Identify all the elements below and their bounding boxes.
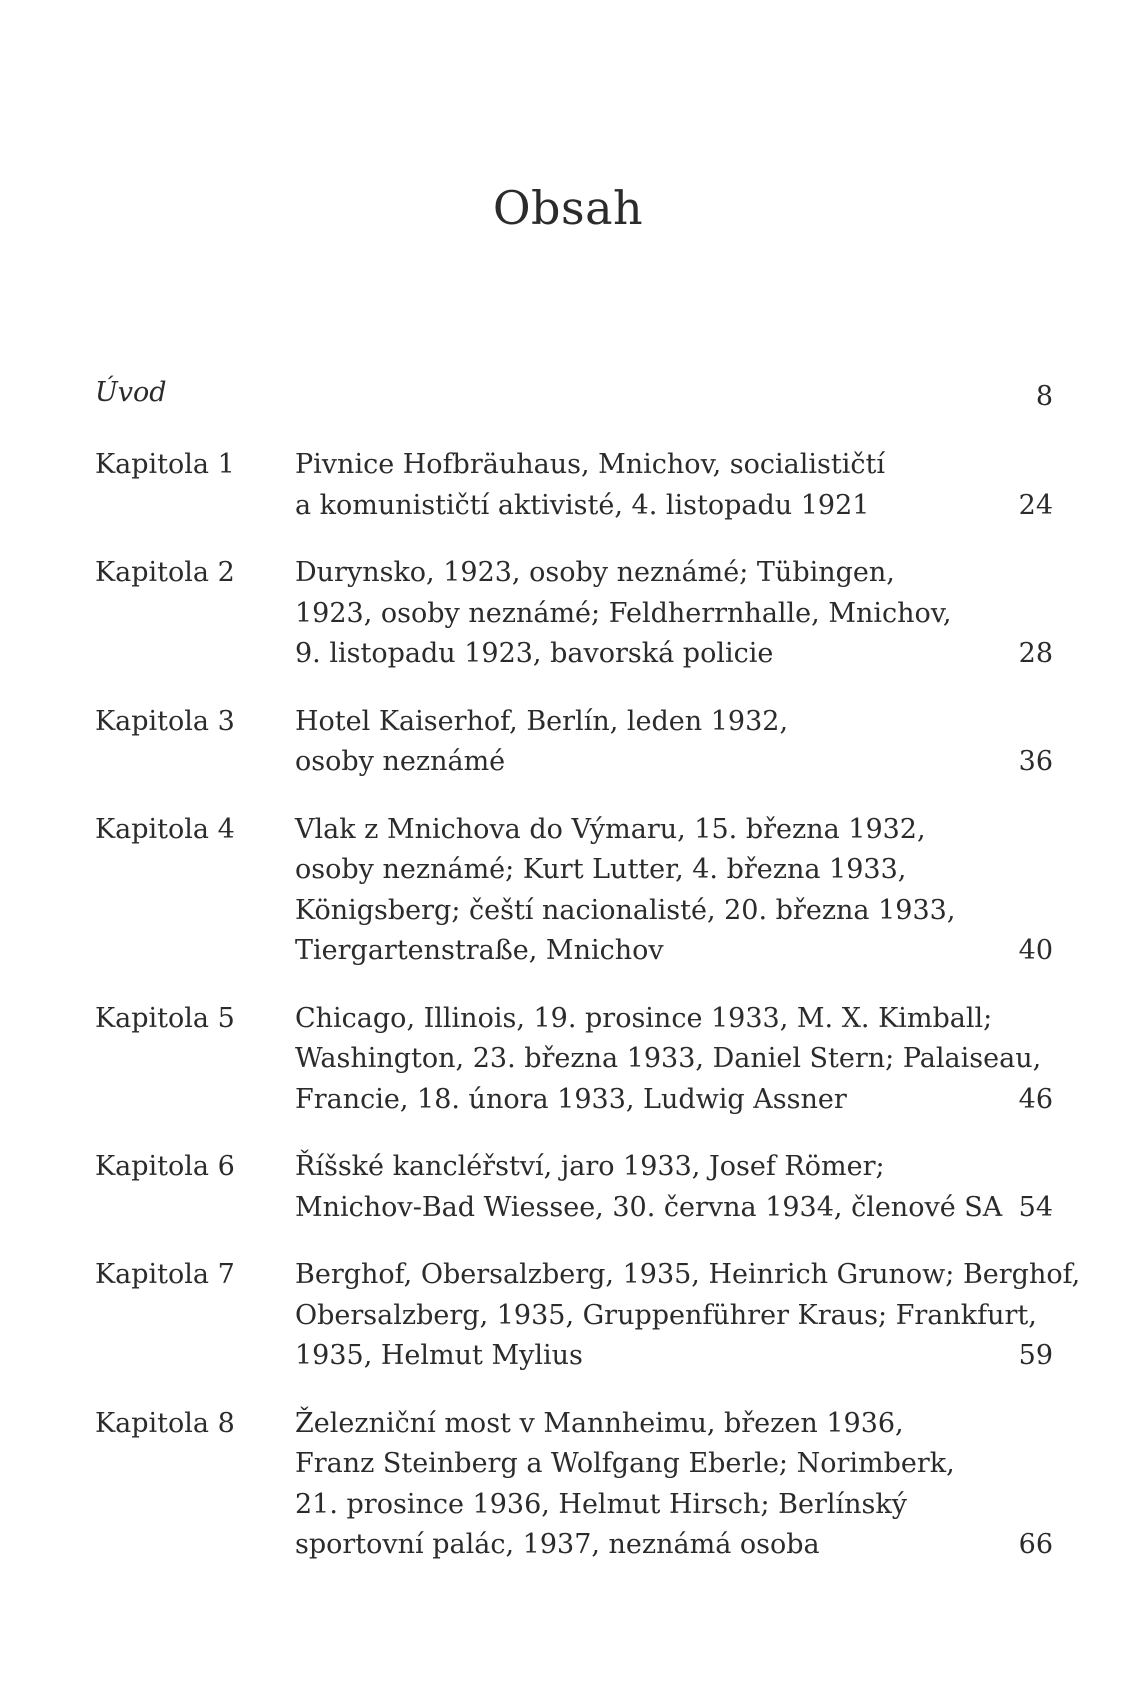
toc-intro-row [95, 372, 1055, 414]
description-line: Berghof, Obersalzberg, 1935, Heinrich Grunow; Berghof, [295, 1259, 1081, 1290]
description-line: Tiergartenstraße, Mnichov [295, 935, 664, 966]
description-line: Durynsko, 1923, osoby neznámé; Tübingen, [295, 557, 895, 588]
description-line: osoby neznámé [295, 746, 506, 777]
intro-page-number: 8 [1035, 381, 1053, 412]
toc-entry [95, 553, 1055, 675]
toc-entry [95, 1147, 1055, 1228]
chapter-description [295, 810, 985, 972]
chapter-page-number: 66 [1018, 1529, 1053, 1560]
chapter-label: Kapitola 4 [95, 813, 235, 845]
chapter-description [295, 1404, 985, 1566]
chapter-description [295, 1147, 1003, 1228]
chapter-page-number: 54 [1018, 1191, 1053, 1223]
chapter-description [295, 553, 985, 675]
table-of-contents [95, 445, 1081, 1593]
description-line: a komunističtí aktivisté, 4. listopadu 1921 [295, 489, 870, 521]
chapter-label: Kapitola 6 [95, 1151, 235, 1182]
chapter-label: Kapitola 3 [95, 705, 235, 737]
chapter-label: Kapitola 7 [95, 1259, 235, 1290]
chapter-label: Kapitola 1 [95, 449, 235, 480]
description-line: Hotel Kaiserhof, Berlín, leden 1932, [295, 705, 789, 737]
chapter-description [295, 445, 985, 526]
description-line: Říšské kancléřství, jaro 1933, Josef Römer; [295, 1151, 885, 1182]
toc-entry [95, 810, 1055, 972]
description-line: Franz Steinberg a Wolfgang Eberle; Norimberk, [295, 1448, 955, 1479]
toc-entry [95, 1255, 1081, 1377]
description-line: Železniční most v Mannheimu, březen 1936, [295, 1407, 904, 1439]
description-line: Francie, 18. února 1933, Ludwig Assner [295, 1083, 847, 1115]
description-line: Vlak z Mnichova do Výmaru, 15. března 1932, [295, 813, 926, 845]
description-line: 1923, osoby neznámé; Feldherrnhalle, Mnichov, [295, 597, 952, 629]
description-line: Mnichov-Bad Wiessee, 30. června 1934, členové SA [295, 1191, 1003, 1223]
description-line: sportovní palác, 1937, neznámá osoba [295, 1529, 820, 1560]
description-line: Obersalzberg, 1935, Gruppenführer Kraus; Frankfurt, [295, 1299, 1037, 1331]
toc-entry [95, 1404, 1055, 1566]
description-line: 9. listopadu 1923, bavorská policie [295, 638, 774, 669]
chapter-label: Kapitola 8 [95, 1407, 235, 1439]
chapter-page-number: 59 [1018, 1340, 1053, 1371]
description-line: 1935, Helmut Mylius [295, 1340, 583, 1371]
description-line: 21. prosince 1936, Helmut Hirsch; Berlínský [295, 1488, 907, 1520]
chapter-page-number: 46 [1018, 1083, 1053, 1115]
chapter-description [295, 702, 985, 783]
description-line: Pivnice Hofbräuhaus, Mnichov, socialističtí [295, 449, 885, 480]
description-line: osoby neznámé; Kurt Lutter, 4. března 1933, [295, 854, 907, 885]
toc-entry [95, 999, 1055, 1121]
chapter-page-number: 40 [1018, 935, 1053, 966]
description-line: Königsberg; čeští nacionalisté, 20. března 1933, [295, 894, 956, 926]
intro-label: Úvod [95, 377, 167, 408]
chapter-label: Kapitola 2 [95, 557, 235, 588]
chapter-page-number: 24 [1018, 489, 1053, 521]
chapter-label: Kapitola 5 [95, 1002, 235, 1034]
chapter-page-number: 36 [1018, 746, 1053, 777]
toc-entry [95, 445, 1055, 526]
page-title: Obsah [492, 181, 644, 235]
description-line: Chicago, Illinois, 19. prosince 1933, M. X. Kimball; [295, 1002, 993, 1034]
chapter-page-number: 28 [1018, 638, 1053, 669]
toc-entry [95, 702, 1055, 783]
description-line: Washington, 23. března 1933, Daniel Stern; Palaiseau, [295, 1043, 1042, 1074]
